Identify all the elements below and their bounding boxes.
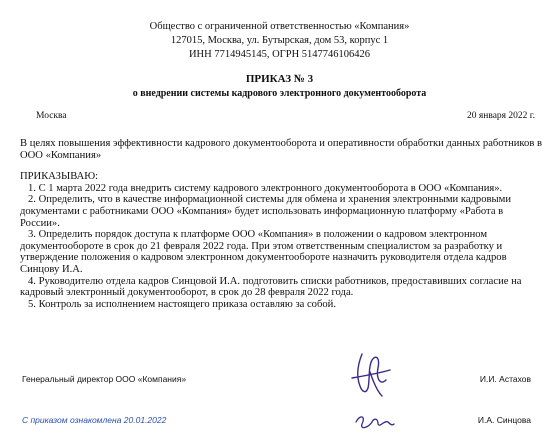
order-item-2: 2. Определить, что в качестве информационной системы для обмена и хранения электронными кадровыми документами с работниками ООО «Компания» будет использовать информационную платформу «Работа в России». [20,194,512,229]
order-item-3: 3. Определить порядок доступа к платформе ООО «Компания» в положении о кадровом электронном документообороте в срок до 21 февраля 2022 года. При этом ответственным специалистом за разработку и утверждение положения о кадровом электронном документообороте назначить руководителя отдела кадров Синцову И.А. [20,229,507,275]
company-ids: ИНН 7714945145, ОГРН 5147746106426 [188,49,371,60]
order-date: 20 января 2022 г. [467,111,535,121]
order-title: ПРИКАЗ № 3 [245,73,314,85]
director-name: И.И. Астахов [479,374,531,384]
acknowledgement-note: С приказом ознакомлена 20.01.2022 [22,415,167,425]
order-word: ПРИКАЗЫВАЮ: [20,171,99,183]
order-body [20,138,544,310]
company-name: Общество с ограниченной ответственностью «Компания» [149,21,410,32]
employee-name: И.А. Синцова [477,415,531,425]
director-title: Генеральный директор ООО «Компания» [22,374,187,384]
director-signature [348,350,396,400]
intro-paragraph: В целях повышения эффективности кадрового документооборота и оперативности обработки данных работников в ООО «Компания» [20,138,542,161]
order-item-4: 4. Руководителю отдела кадров Синцовой И.А. подготовить списки работников, предоставивших согласие на кадровый электронный документооборот, в срок до 28 февраля 2022 года. [20,275,522,299]
order-city: Москва [36,111,67,121]
order-item-5: 5. Контроль за исполнением настоящего приказа оставляю за собой. [28,298,336,310]
order-subject: о внедрении системы кадрового электронного документооборота [132,88,427,99]
order-item-1: 1. С 1 марта 2022 года внедрить систему кадрового электронного документооборота в ООО «Компания». [28,182,503,194]
employee-signature [352,406,396,434]
company-address: 127015, Москва, ул. Бутырская, дом 53, корпус 1 [170,35,389,46]
